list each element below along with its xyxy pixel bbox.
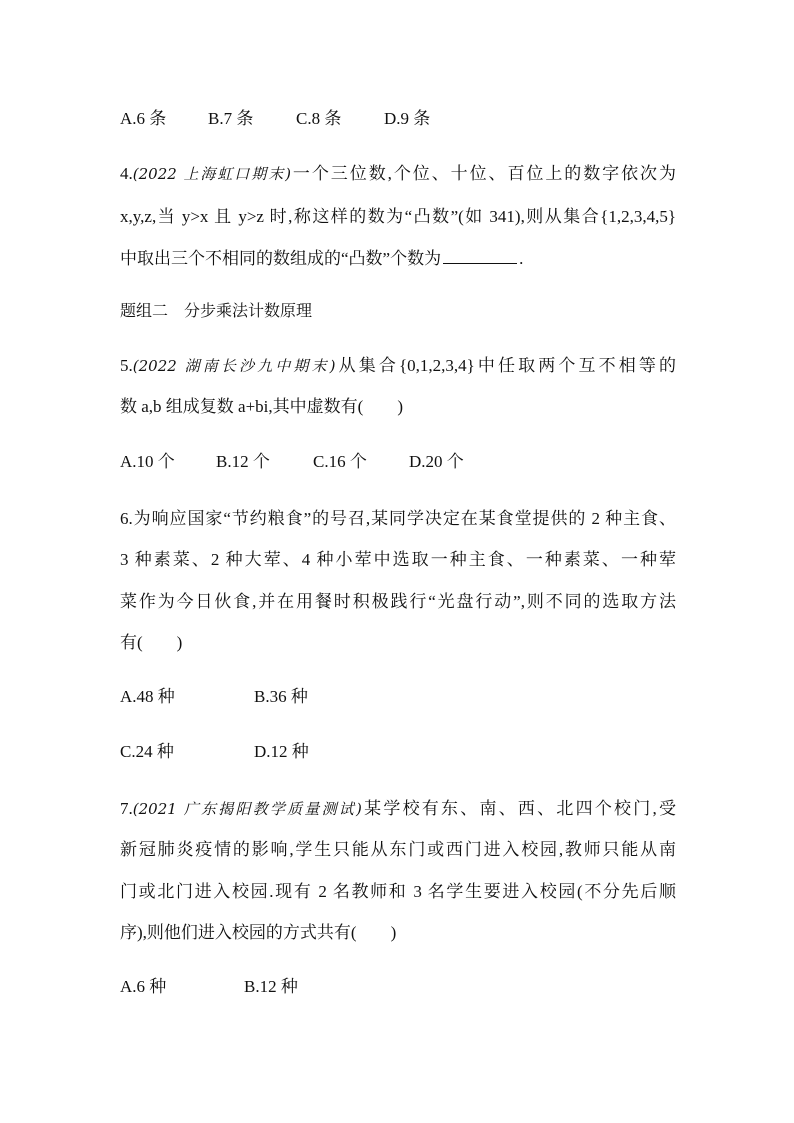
q6-option-d: D.12 种 [254, 742, 309, 761]
q6-line-1: 6.为响应国家“节约粮食”的号召,某同学决定在某食堂提供的 2 种主食、 [120, 509, 676, 528]
q5-line-2 [120, 396, 403, 418]
q3-option-c: C.8 条 [296, 109, 342, 128]
q3-options [120, 108, 430, 130]
q5-paren-close: ) [397, 397, 403, 416]
q6-option-c: C.24 种 [120, 742, 174, 761]
q4-line-3 [120, 247, 523, 270]
q5-options [120, 451, 464, 473]
q6-line-3: 菜作为今日伙食,并在用餐时积极践行“光盘行动”,则不同的选取方法 [120, 592, 676, 611]
q6-options-row-2 [120, 741, 309, 763]
q6-line-2: 3 种素菜、2 种大荤、4 种小荤中选取一种主食、一种素菜、一种荤 [120, 550, 676, 569]
q7-line-4 [120, 922, 396, 944]
q7-line-3: 门或北门进入校园.现有 2 名教师和 3 名学生要进入校园(不分先后顺 [120, 882, 676, 901]
q4-number: 4. [120, 164, 133, 183]
q7-option-b: B.12 种 [244, 977, 298, 996]
q7-source: (2021 广东揭阳教学质量测试) [132, 800, 362, 818]
q6-option-b: B.36 种 [254, 687, 308, 706]
q3-option-d: D.9 条 [384, 109, 431, 128]
q7-number: 7. [120, 799, 133, 818]
q4-period: . [519, 249, 524, 268]
q3-option-a: A.6 条 [120, 109, 167, 128]
q5-option-d: D.20 个 [409, 452, 464, 471]
q6-paren-close: ) [176, 633, 183, 652]
q5-number: 5. [120, 356, 133, 375]
answer-blank [443, 247, 517, 264]
q7-paren-close: ) [390, 923, 397, 942]
q6-options-row-1 [120, 686, 308, 708]
q5-text-1: 从集合{0,1,2,3,4}中任取两个互不相等的 [335, 356, 676, 375]
q6-text-4: 有( [120, 633, 143, 652]
q5-text-2: 数 a,b 组成复数 a+bi,其中虚数有( [120, 397, 364, 416]
q7-text-4: 序),则他们进入校园的方式共有( [120, 923, 357, 942]
q7-text-1: 某学校有东、南、西、北四个校门,受 [361, 799, 676, 818]
q6-line-4 [120, 632, 182, 654]
q4-line-1 [120, 163, 676, 185]
q4-source: (2022 上海虹口期末) [132, 165, 291, 183]
q4-text-1: 一个三位数,个位、十位、百位上的数字依次为 [290, 164, 676, 183]
q5-option-c: C.16 个 [313, 452, 367, 471]
q5-line-1 [120, 355, 676, 377]
q4-line-2: x,y,z,当 y>x 且 y>z 时,称这样的数为“凸数”(如 341),则从集合{1,2,3,4,5} [120, 207, 676, 226]
q5-option-b: B.12 个 [216, 452, 270, 471]
q7-options [120, 976, 298, 998]
q5-source: (2022 湖南长沙九中期末) [132, 357, 336, 375]
q5-option-a: A.10 个 [120, 452, 175, 471]
q6-option-a: A.48 种 [120, 687, 175, 706]
q7-line-1 [120, 798, 676, 820]
section-heading: 题组二 分步乘法计数原理 [120, 301, 313, 320]
q3-option-b: B.7 条 [208, 109, 254, 128]
q4-text-3: 中取出三个不相同的数组成的“凸数”个数为 [120, 249, 442, 268]
q7-option-a: A.6 种 [120, 977, 167, 996]
q7-line-2: 新冠肺炎疫情的影响,学生只能从东门或西门进入校园,教师只能从南 [120, 840, 676, 859]
